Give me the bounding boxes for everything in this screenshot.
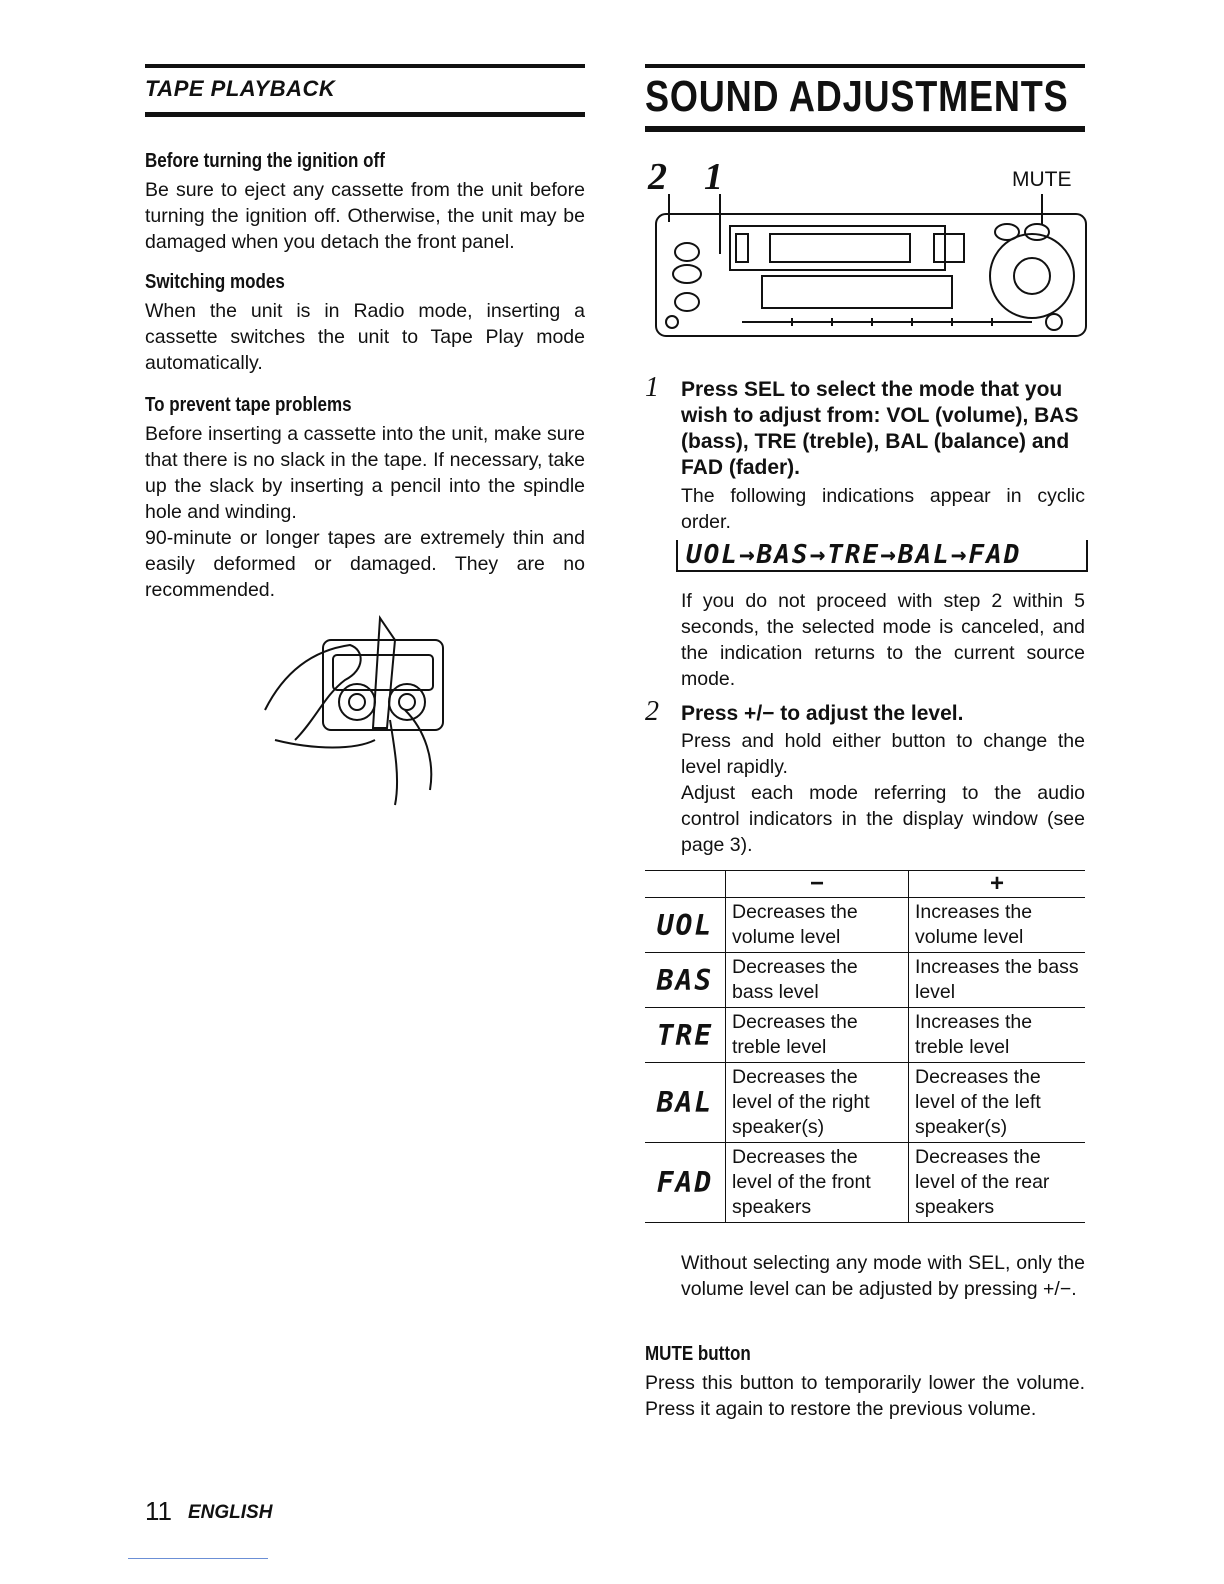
heading-switching-modes: Switching modes bbox=[145, 271, 285, 293]
diagram-label-2: 2 bbox=[648, 156, 667, 198]
adjustment-table bbox=[645, 870, 1085, 1223]
plus-effect: Decreases the level of the rear speakers bbox=[909, 1143, 1086, 1223]
heading-tape-problems: To prevent tape problems bbox=[145, 394, 352, 416]
table-row bbox=[645, 898, 1085, 953]
top-rule-left bbox=[145, 64, 585, 68]
title-underline-right bbox=[645, 126, 1085, 132]
table-header-row bbox=[645, 871, 1085, 898]
title-underline-left bbox=[145, 112, 585, 117]
heading-ignition: Before turning the ignition off bbox=[145, 150, 385, 172]
table-row bbox=[645, 1143, 1085, 1223]
footer-blue-line bbox=[128, 1558, 268, 1559]
minus-effect: Decreases the level of the front speakers bbox=[726, 1143, 909, 1223]
paragraph-thin-tapes: 90-minute or longer tapes are extremely thin and easily deformed or damaged. They are no recommended. bbox=[145, 527, 585, 601]
step-1-timeout-note: If you do not proceed with step 2 within 5 seconds, the selected mode is canceled, and the indication returns to the current source mode. bbox=[681, 590, 1085, 690]
section-title-sound-adjustments: SOUND ADJUSTMENTS bbox=[645, 72, 1069, 121]
mode-indicator: BAS bbox=[645, 953, 726, 1008]
mode-indicator: FAD bbox=[645, 1143, 726, 1223]
minus-effect: Decreases the bass level bbox=[726, 953, 909, 1008]
minus-effect: Decreases the volume level bbox=[726, 898, 909, 953]
step-2-number: 2 bbox=[645, 696, 659, 727]
paragraph-switching-modes: When the unit is in Radio mode, inserting a cassette switches the unit to Tape Play mode automatically. bbox=[145, 300, 585, 374]
step-2-body-2: Adjust each mode referring to the audio control indicators in the display window (see page 3). bbox=[681, 782, 1085, 856]
heading-mute-button: MUTE button bbox=[645, 1343, 751, 1365]
minus-effect: Decreases the level of the right speaker(s) bbox=[726, 1063, 909, 1143]
top-rule-right bbox=[645, 64, 1085, 68]
paragraph-ignition: Be sure to eject any cassette from the unit before turning the ignition off. Otherwise, the unit may be damaged when you detach the front panel. bbox=[145, 179, 585, 253]
plus-effect: Increases the treble level bbox=[909, 1008, 1086, 1063]
mode-cycle-display: UOL→BAS→TRE→BAL→FAD bbox=[676, 540, 1088, 572]
mode-indicator: UOL bbox=[645, 898, 726, 953]
page-number: 11 bbox=[145, 1496, 172, 1526]
paragraph-tape-problems: Before inserting a cassette into the unit, make sure that there is no slack in the tape. If necessary, take up the slack by inserting a pencil into the spindle hole and winding. bbox=[145, 423, 585, 523]
without-sel-note: Without selecting any mode with SEL, only the volume level can be adjusted by pressing +/−. bbox=[681, 1252, 1085, 1300]
paragraph-mute-button: Press this button to temporarily lower the volume. Press it again to restore the previous volume. bbox=[645, 1372, 1085, 1420]
section-title-tape-playback: TAPE PLAYBACK bbox=[145, 76, 336, 101]
table-row bbox=[645, 1008, 1085, 1063]
step-1-number: 1 bbox=[645, 372, 659, 403]
minus-effect: Decreases the treble level bbox=[726, 1008, 909, 1063]
step-1-body: The following indications appear in cyclic order. bbox=[681, 485, 1085, 533]
stereo-panel-diagram bbox=[652, 194, 1088, 342]
step-1-heading: Press SEL to select the mode that you wish to adjust from: VOL (volume), BAS (bass), TRE (treble), BAL (balance) and FAD (fader). bbox=[681, 378, 1079, 479]
mode-indicator: TRE bbox=[645, 1008, 726, 1063]
table-header-plus: + bbox=[909, 871, 1086, 898]
diagram-label-mute: MUTE bbox=[1012, 168, 1072, 191]
diagram-label-1: 1 bbox=[704, 156, 723, 198]
table-header-minus: − bbox=[726, 871, 909, 898]
step-2-heading: Press +/− to adjust the level. bbox=[681, 702, 964, 725]
mode-indicator: BAL bbox=[645, 1063, 726, 1143]
plus-effect: Decreases the level of the left speaker(s) bbox=[909, 1063, 1086, 1143]
footer-language: ENGLISH bbox=[188, 1502, 273, 1523]
plus-effect: Increases the volume level bbox=[909, 898, 1086, 953]
table-row bbox=[645, 953, 1085, 1008]
cassette-pencil-illustration bbox=[255, 610, 485, 810]
step-2-body: Press and hold either button to change the level rapidly. bbox=[681, 730, 1085, 778]
plus-effect: Increases the bass level bbox=[909, 953, 1086, 1008]
table-row bbox=[645, 1063, 1085, 1143]
table-header-mode bbox=[645, 871, 726, 898]
